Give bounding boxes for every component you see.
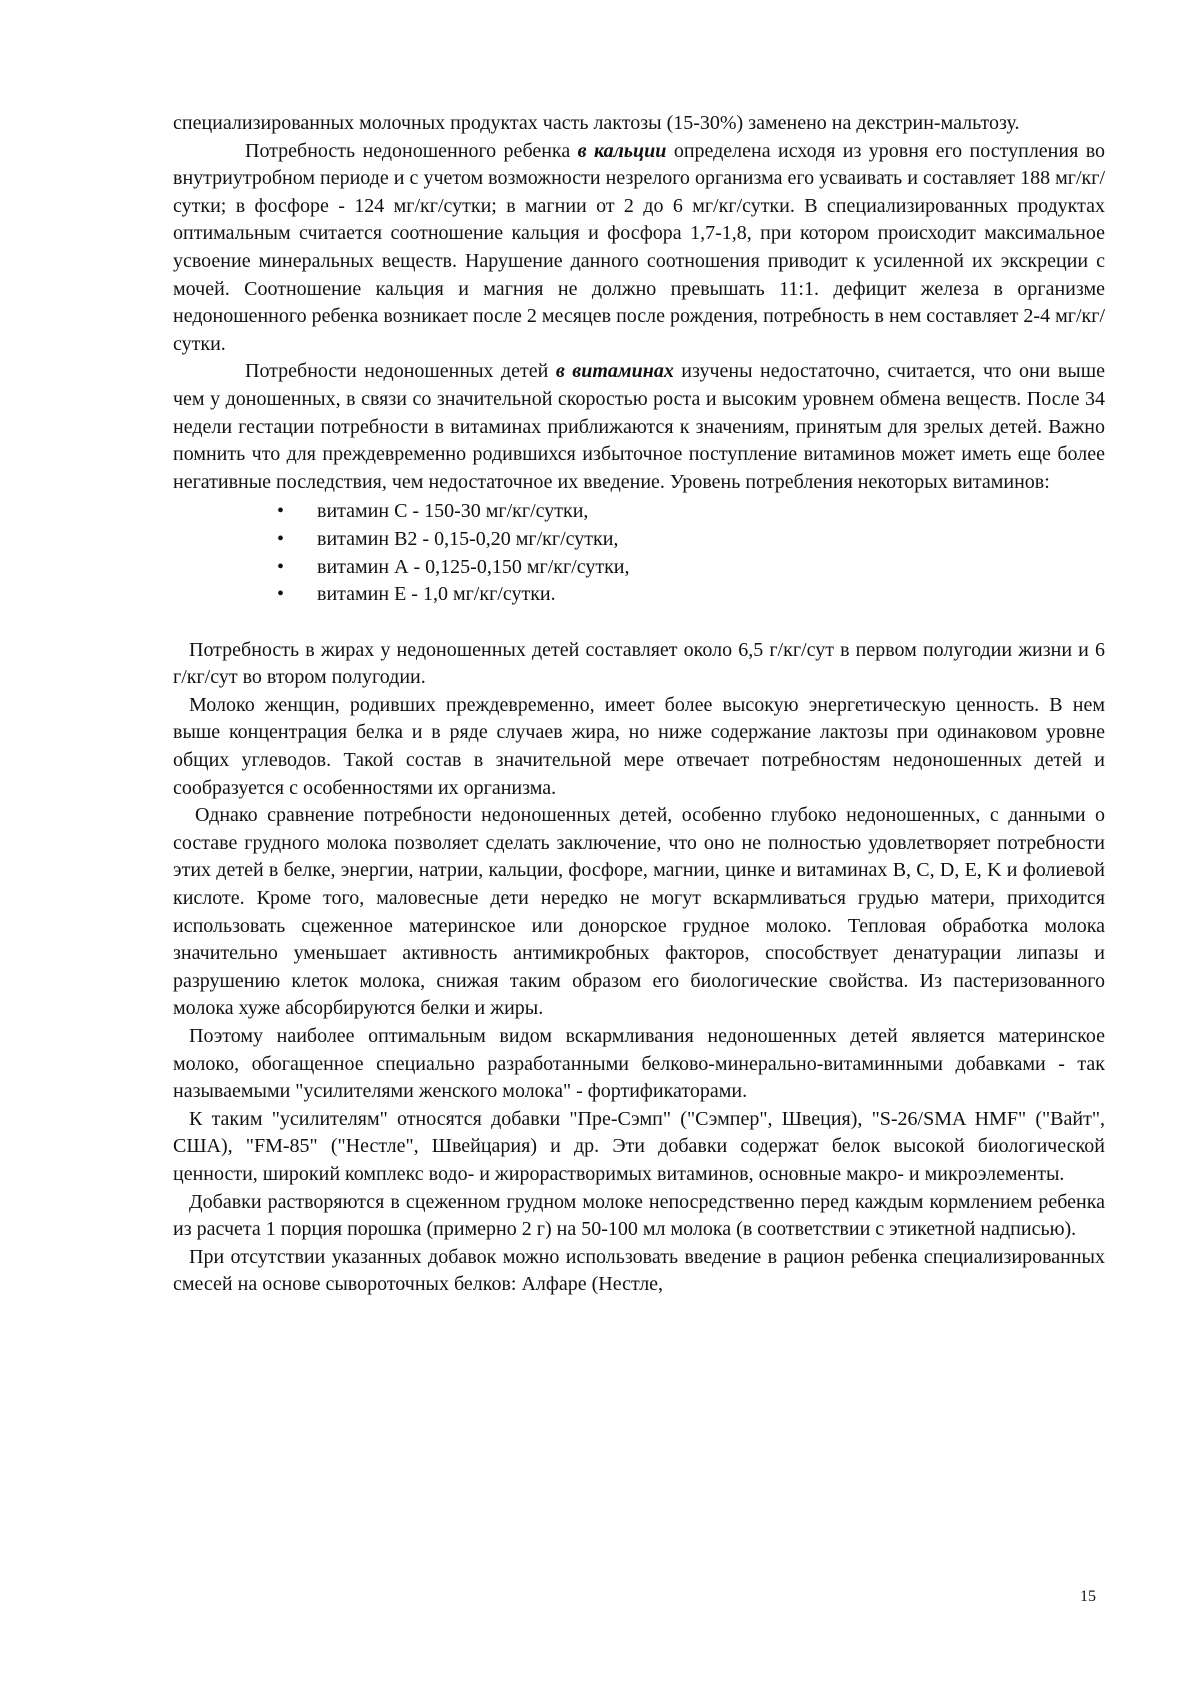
vitamins-emphasis: в витаминах	[555, 360, 674, 383]
paragraph-preterm-milk: Молоко женщин, родивших преждевременно, имеет более высокую энергетическую ценность. В нем выше концентрация белка и в ряде случаев жира, но ниже содержание лактозы при одинаковом уровне общих углеводов. Такой состав в значительной мере отвечает потребностям недоношенных детей и сообразуется с особенностями их организма.	[173, 693, 1105, 799]
paragraph-fortifiers: К таким "усилителям" относятся добавки "Пре-Сэмп" ("Сэмпер", Швеция), "S-26/SMA HMF" ("Вайт", США), "FM-85" ("Нестле", Швейцария) и др. Эти добавки содержат белок высокой биологической ценности, широкий комплекс водо- и жирорастворимых витаминов, основные макро- и микроэлементы.	[173, 1107, 1105, 1185]
list-item-text: витамин Е - 1,0 мг/кг/сутки.	[317, 583, 556, 606]
list-item	[277, 554, 1105, 582]
list-item	[277, 581, 1105, 609]
bullet-icon: •	[277, 527, 285, 550]
paragraph-vitamins-body: изучены недостаточно, считается, что они выше чем у доношенных, в связи со значительной скоростью роста и высоким уровнем обмена веществ. После 34 недели гестации потребности в витаминах приближаются к значениям, принятым для зрелых детей. Важно помнить что для преждевременно родившихся избыточное поступление витаминов может иметь еще более негативные последствия, чем недостаточное их введение. Уровень потребления некоторых витаминов:	[173, 360, 1106, 493]
list-item-text: витамин В2 - 0,15-0,20 мг/кг/сутки,	[317, 527, 619, 550]
spacer	[173, 609, 1105, 637]
paragraph-vitamins-lead: Потребности недоношенных детей	[245, 360, 556, 383]
list-item-text: витамин С - 150-30 мг/кг/сутки,	[317, 500, 589, 523]
paragraph-fats: Потребность в жирах у недоношенных детей составляет около 6,5 г/кг/сут в первом полугодии жизни и 6 г/кг/сут во втором полугодии.	[173, 638, 1105, 689]
paragraph-alternatives: При отсутствии указанных добавок можно использовать введение в рацион ребенка специализированных смесей на основе сывороточных белков: Алфаре (Нестле,	[173, 1245, 1105, 1296]
list-item	[277, 526, 1105, 554]
paragraph-dissolution: Добавки растворяются в сцеженном грудном молоке непосредственно перед каждым кормлением ребенка из расчета 1 порция порошка (примерно 2 г) на 50-100 мл молока (в соответствии с этикетной надписью).	[173, 1190, 1105, 1241]
paragraph-lactose: специализированных молочных продуктах часть лактозы (15-30%) заменено на декстрин-мальтозу.	[173, 112, 1020, 134]
paragraph-vitamins	[173, 358, 1105, 496]
paragraph-calcium	[173, 138, 1105, 359]
bullet-icon: •	[277, 500, 285, 523]
paragraph-calcium-body: определена исходя из уровня его поступления во внутриутробном периоде и с учетом возможности незрелого организма его усваивать и составляет 188 мг/кг/сутки; в фосфоре - 124 мг/кг/сутки; в магнии от 2 до 6 мг/кг/сутки. В специализированных продуктах оптимальным считается соотношение кальция и фосфора 1,7-1,8, при котором происходит максимальное усвоение минеральных веществ. Нарушение данного соотношения приводит к усиленной их экскреции с мочей. Соотношение кальция и магния не должно превышать 11:1. дефицит железа в организме недоношенного ребенка возникает после 2 месяцев после рождения, потребность в нем составляет 2-4 мг/кг/сутки.	[173, 139, 1105, 355]
paragraph-breast-milk-comparison: Однако сравнение потребности недоношенных детей, особенно глубоко недоношенных, с данными о составе грудного молока позволяет сделать заключение, что оно не полностью удовлетворяет потребности этих детей в белке, энергии, натрии, кальции, фосфоре, магнии, цинке и витаминах B, C, D, E, K и фолиевой кислоте. Кроме того, маловесные дети нередко не могут вскармливаться грудью матери, приходится использовать сцеженное материнское или донорское грудное молоко. Тепловая обработка молока значительно уменьшает активность антимикробных факторов, способствует денатурации липазы и разрушению клеток молока, снижая таким образом его биологические свойства. Из пастеризованного молока хуже абсорбируются белки и жиры.	[173, 804, 1105, 1020]
paragraph-calcium-lead: Потребность недоношенного ребенка	[245, 139, 578, 162]
page-number: 15	[1080, 1588, 1096, 1605]
paragraph-fortified-milk: Поэтому наиболее оптимальным видом вскармливания недоношенных детей является материнское молоко, обогащенное специально разработанными белково-минерально-витаминными добавками - так называемыми "усилителями женского молока" - фортификаторами.	[173, 1025, 1105, 1103]
page-body	[173, 110, 1105, 1299]
calcium-emphasis: в кальции	[577, 139, 667, 162]
vitamin-list	[173, 498, 1105, 608]
list-item-text: витамин А - 0,125-0,150 мг/кг/сутки,	[317, 555, 630, 578]
list-item	[277, 498, 1105, 526]
bullet-icon: •	[277, 583, 285, 606]
bullet-icon: •	[277, 555, 285, 578]
